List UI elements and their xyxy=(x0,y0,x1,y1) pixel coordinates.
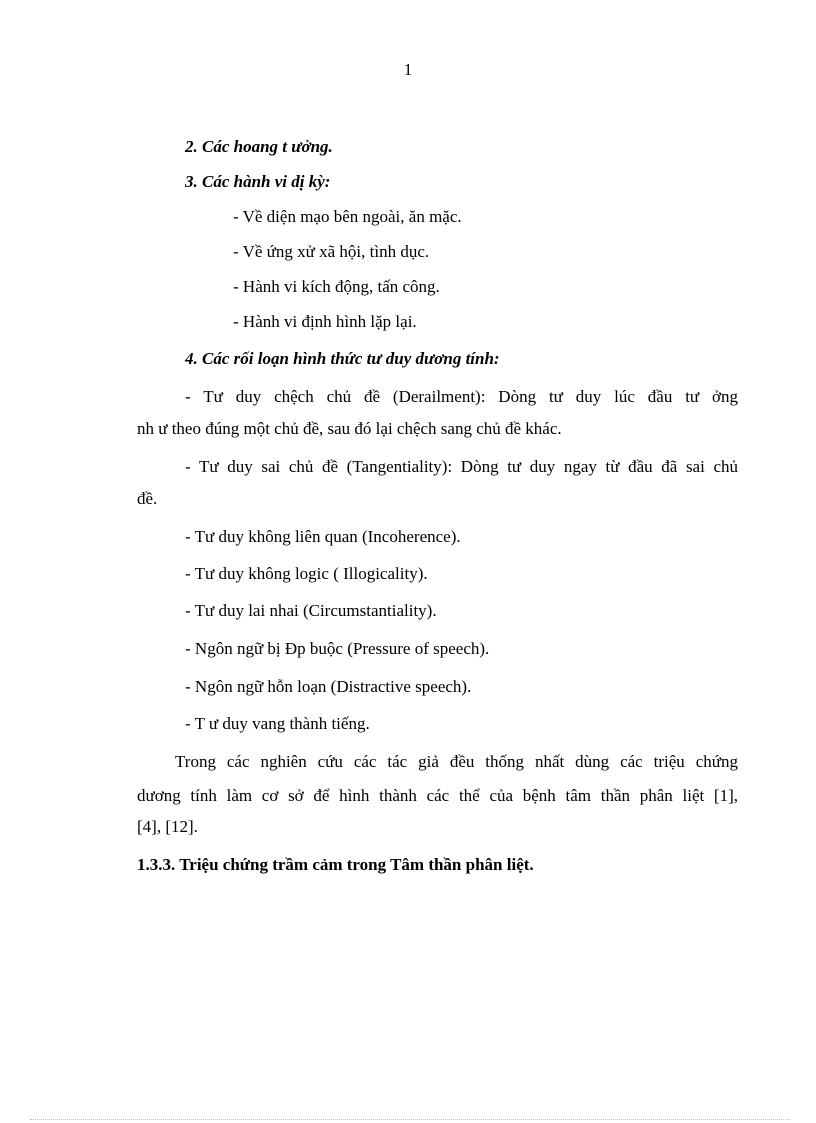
list-item: - Tư duy không liên quan (Incoherence). xyxy=(185,527,461,546)
paragraph-line: đề. xyxy=(137,489,158,508)
list-item: - Ngôn ngữ hỗn loạn (Distractive speech). xyxy=(185,677,472,696)
footer-dotted-rule xyxy=(30,1119,790,1120)
section-heading: 1.3.3. Triệu chứng trầm cảm trong Tâm thần phân liệt. xyxy=(137,855,534,874)
list-item: - Hành vi kích động, tấn công. xyxy=(233,277,440,296)
paragraph-line: Trong các nghiên cứu các tác giả đều thống nhất dùng các triệu chứng xyxy=(175,752,738,771)
page-number: 1 xyxy=(403,60,413,79)
paragraph-line: nh ư theo đúng một chủ đề, sau đó lại chệch sang chủ đề khác. xyxy=(137,419,562,438)
paragraph-line: dương tính làm cơ sở để hình thành các thể của bệnh tâm thần phân liệt [1], xyxy=(137,786,738,805)
list-item: - Tư duy lai nhai (Circumstantiality). xyxy=(185,601,437,620)
paragraph-line: [4], [12]. xyxy=(137,817,198,836)
list-item: - Về ứng xử xã hội, tình dục. xyxy=(233,242,430,261)
paragraph-line: - Tư duy chệch chủ đề (Derailment): Dòng tư duy lúc đầu tư ởng xyxy=(185,387,738,406)
paragraph-line: - Tư duy sai chủ đề (Tangentiality): Dòng tư duy ngay từ đầu đã sai chủ xyxy=(185,457,738,476)
heading-hallucinations: 2. Các hoang t ưởng. xyxy=(185,137,333,156)
heading-positive-thought-disorders: 4. Các rối loạn hình thức tư duy dương tính: xyxy=(185,349,500,368)
list-item: - Ngôn ngữ bị Đp buộc (Pressure of speech). xyxy=(185,639,490,658)
heading-odd-behaviors: 3. Các hành vi dị kỳ: xyxy=(185,172,331,191)
list-item: - Hành vi định hình lặp lại. xyxy=(233,312,417,331)
list-item: - Về diện mạo bên ngoài, ăn mặc. xyxy=(233,207,462,226)
list-item: - Tư duy không logic ( Illogicality). xyxy=(185,564,428,583)
list-item: - T ư duy vang thành tiếng. xyxy=(185,714,370,733)
